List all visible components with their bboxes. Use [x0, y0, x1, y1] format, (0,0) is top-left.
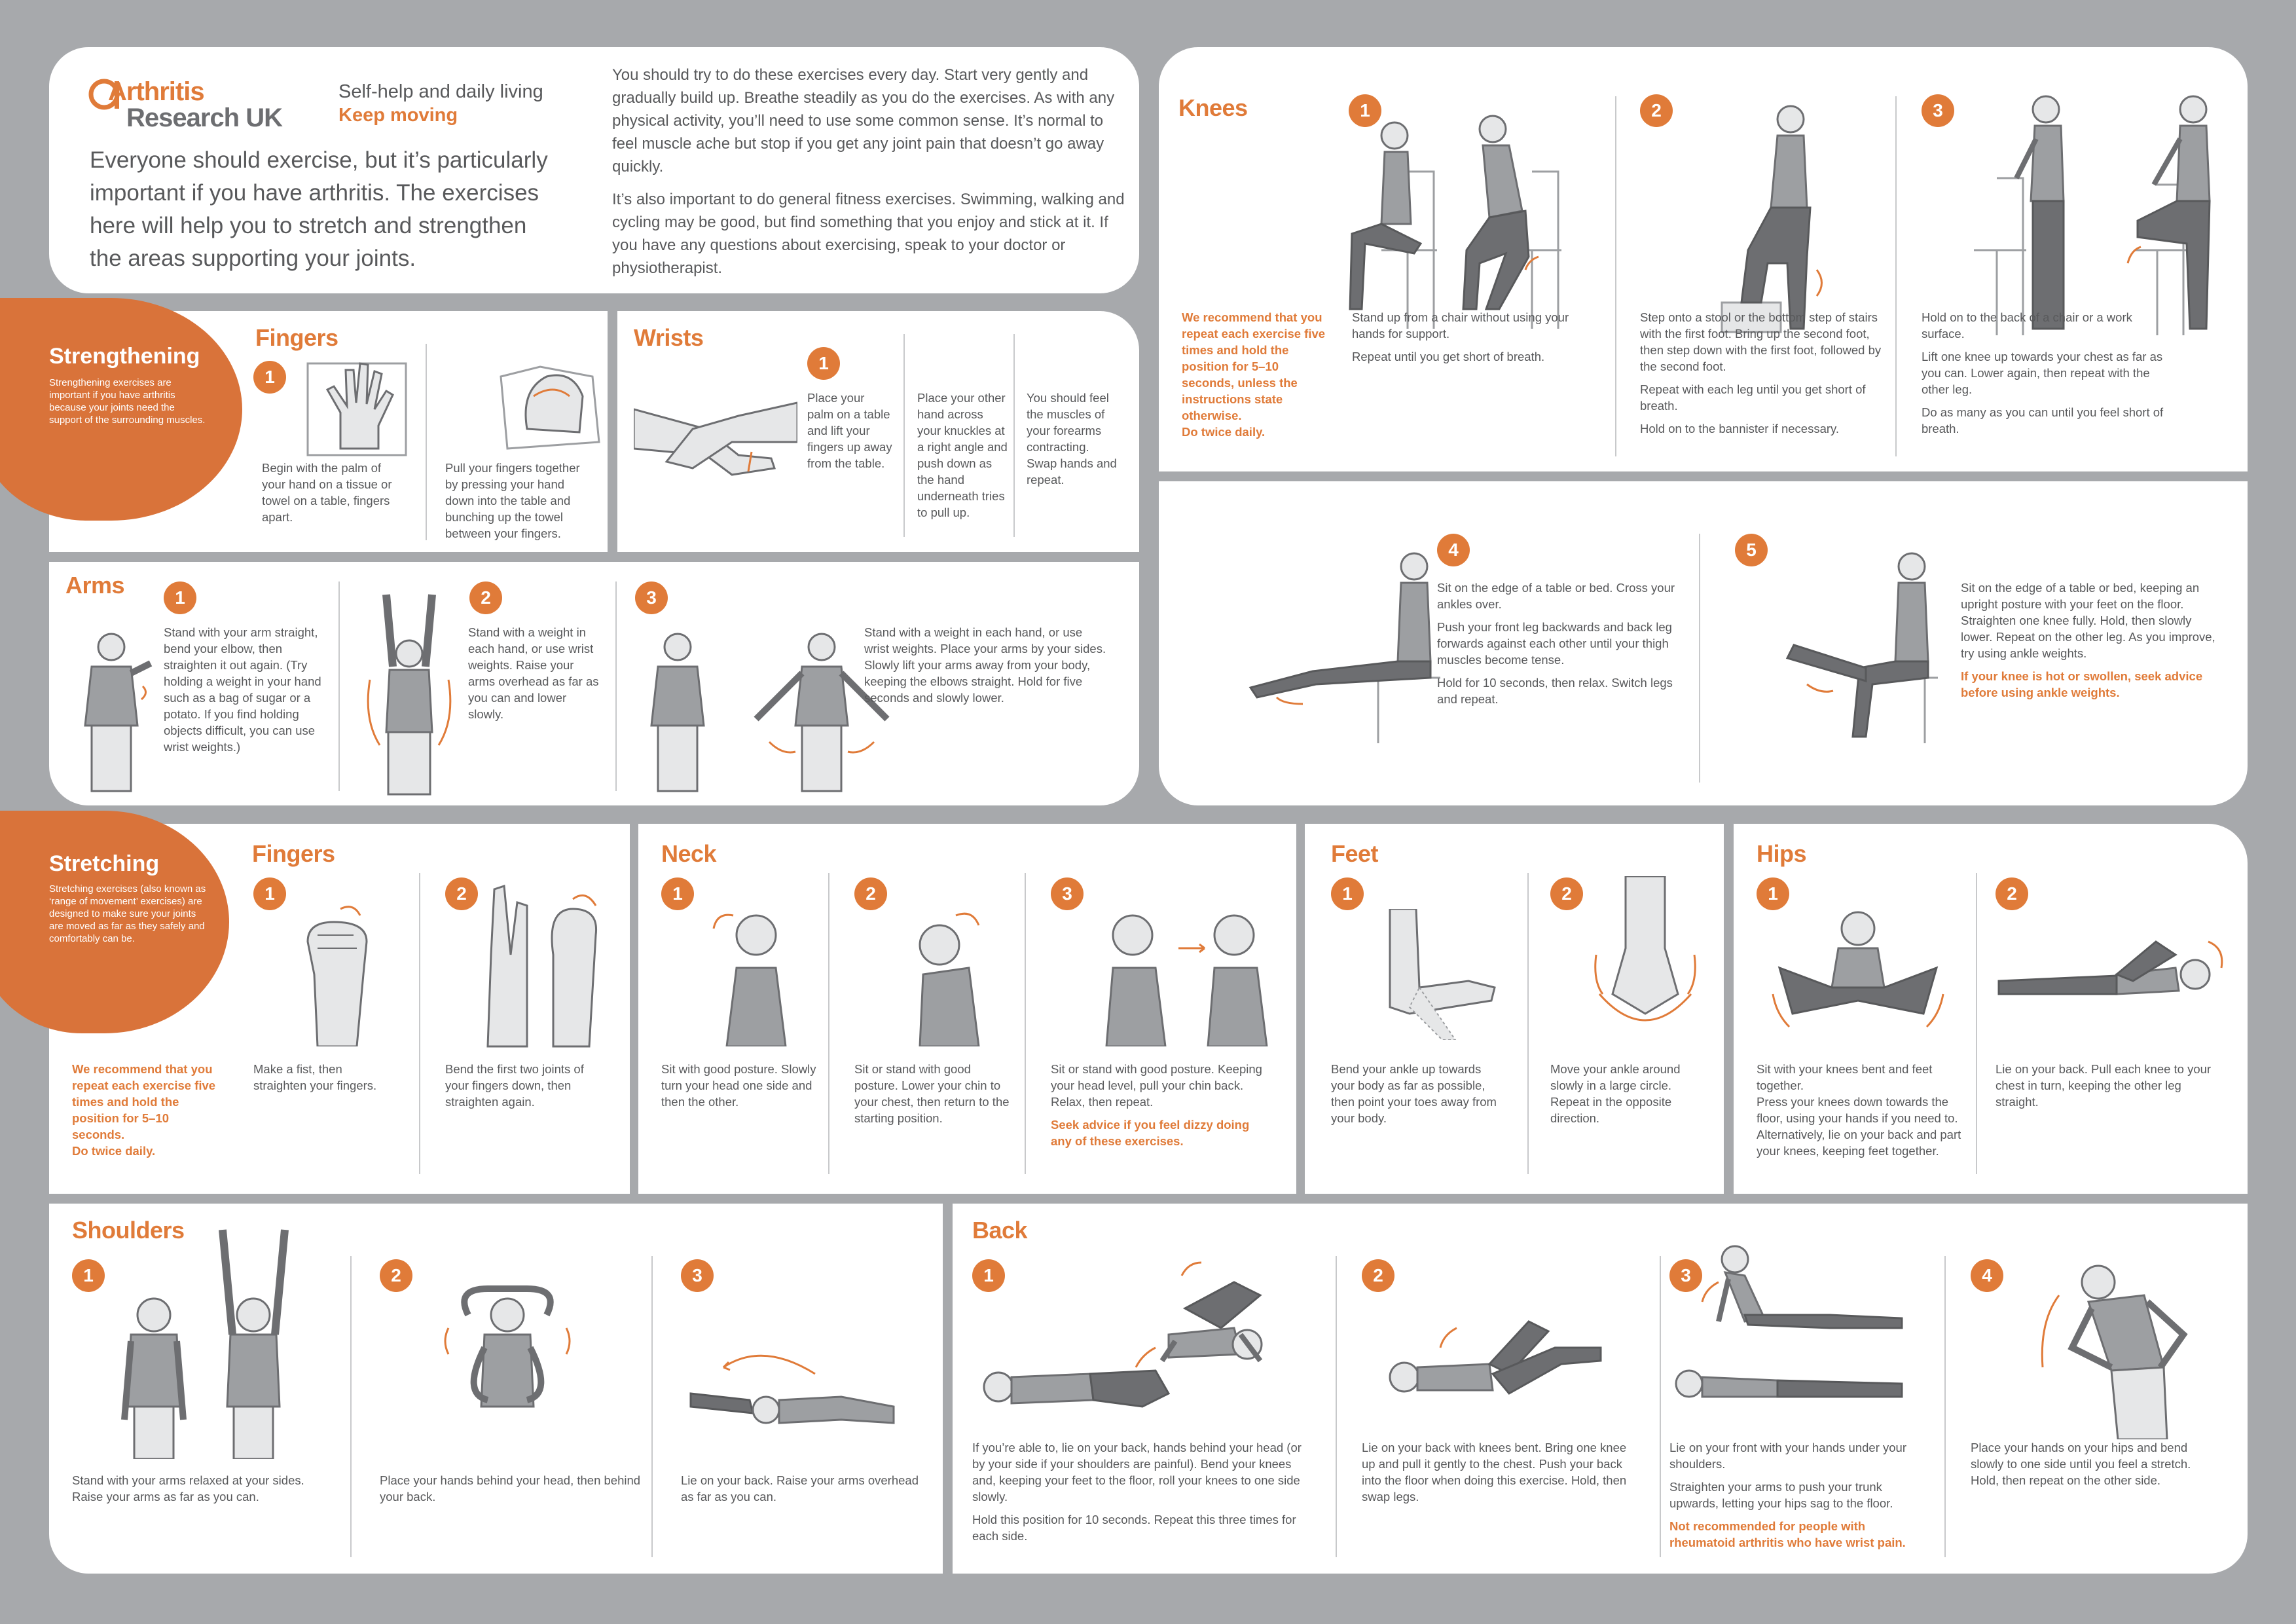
neck-title: Neck	[661, 840, 717, 867]
knees-step4	[1437, 580, 1679, 714]
str-fingers-step2: Pull your fingers together by pressing your hand down into the table and bunching up the towel between your fingers.	[445, 461, 580, 540]
logo	[88, 75, 298, 134]
feet-title: Feet	[1331, 840, 1379, 867]
step-1-badge: 1	[972, 1259, 1005, 1292]
divider	[419, 873, 420, 1174]
divider	[1527, 873, 1529, 1174]
hips-panel	[1734, 824, 2248, 1194]
shoulders-step3: Lie on your back. Raise your arms overhead as far as you can.	[681, 1473, 919, 1504]
step-2-badge: 2	[1995, 877, 2028, 910]
arms-panel	[49, 562, 1139, 805]
knees-step4-c: Hold for 10 seconds, then relax. Switch legs and repeat.	[1437, 676, 1673, 706]
divider	[426, 344, 427, 540]
stretch-fingers-step1: Make a fist, then straighten your fingers.	[253, 1062, 377, 1092]
step-2-badge: 2	[1550, 877, 1583, 910]
stretch-fingers-step2: Bend the first two joints of your fingers down, then straighten again.	[445, 1062, 584, 1109]
step-2-badge: 2	[445, 877, 478, 910]
step-3-badge: 3	[681, 1259, 714, 1292]
neck-turn-figure	[704, 896, 795, 1046]
step-4-badge: 4	[1971, 1259, 2003, 1292]
divider	[1976, 873, 1977, 1174]
stretching-title: Stretching	[49, 851, 160, 876]
step-3-badge: 3	[635, 581, 668, 614]
strengthening-title: Strengthening	[49, 344, 200, 369]
step-2-badge: 2	[469, 581, 502, 614]
hands-behind-head-figure	[429, 1276, 586, 1446]
divider	[1615, 96, 1616, 456]
arms-step1: Stand with your arm straight, bend your elbow, then straighten it out again. (Try holding a weight in your hand such as a bag of sugar or a potato. If you find holding objects difficult, you can use wrist weights.)	[164, 625, 321, 754]
feet-step1: Bend your ankle up towards your body as far as possible, then point your toes away from your body.	[1331, 1062, 1497, 1125]
neck-warning: Seek advice if you feel dizzy doing any of these exercises.	[1051, 1118, 1250, 1148]
step-4-badge: 4	[1437, 534, 1470, 566]
hips-step1-b: Press your knees down towards the floor, using your hands if you need to.	[1757, 1095, 1958, 1125]
hips-step1-a: Sit with your knees bent and feet together.	[1757, 1062, 1933, 1092]
arms-raise-figure	[101, 1223, 298, 1459]
knees-step3-c: Do as many as you can until you feel short of breath.	[1922, 405, 2164, 435]
step-3-badge: 3	[1922, 94, 1954, 127]
wrists-col3: You should feel the muscles of your forearms contracting. Swap hands and repeat.	[1027, 391, 1117, 487]
knees-step5	[1961, 580, 2223, 707]
shoulders-step1: Stand with your arms relaxed at your sides. Raise your arms as far as you can.	[72, 1473, 304, 1504]
back-step1	[972, 1439, 1313, 1551]
back-step3-a: Lie on your front with your hands under your shoulders.	[1669, 1441, 1906, 1471]
ankle-circle-figure	[1580, 876, 1711, 1046]
knees-step2-c: Hold on to the bannister if necessary.	[1640, 422, 1840, 435]
knees-panel-2	[1159, 481, 2248, 805]
step-1-badge: 1	[1757, 877, 1789, 910]
step-1-badge: 1	[72, 1259, 105, 1292]
shoulders-title: Shoulders	[72, 1217, 185, 1244]
divider	[828, 873, 829, 1174]
knees-step2	[1640, 309, 1889, 443]
back-panel	[953, 1204, 2248, 1574]
knees-step3-b: Lift one knee up towards your chest as far as you can. Lower again, then repeat with the other leg.	[1922, 350, 2163, 396]
knee-roll-figure	[972, 1243, 1280, 1439]
neck-step3-text: Sit or stand with good posture. Keeping your head level, pull your chin back. Relax, then repeat.	[1051, 1062, 1262, 1109]
step-3-badge: 3	[1669, 1259, 1702, 1292]
lying-arms-overhead-figure	[678, 1341, 900, 1439]
divider	[1895, 96, 1897, 456]
hips-step1-c: Alternatively, lie on your back and part your knees, keeping feet together.	[1757, 1128, 1961, 1158]
step-1-badge: 1	[253, 361, 286, 394]
logo-research: Research UK	[126, 103, 283, 132]
knee-straighten-figure	[1768, 547, 1977, 743]
neck-chin-back-figure	[1097, 896, 1280, 1046]
wrists-col2: Place your other hand across your knuckles at a right angle and push down as the hand underneath tries to pull up.	[917, 391, 1008, 519]
arms-overhead-figure	[357, 588, 462, 798]
knees-step1	[1352, 309, 1594, 371]
divider	[1660, 1256, 1661, 1557]
back-step3-b: Straighten your arms to push your trunk upwards, letting your hips sag to the floor.	[1669, 1480, 1893, 1510]
divider	[615, 581, 617, 791]
back-step2: Lie on your back with knees bent. Bring one knee up and pull it gently to the chest. Push your back into the floor when doing this exercise. Hold, then swap legs.	[1362, 1441, 1627, 1504]
knees-step1-a: Stand up from a chair without using your hands for support.	[1352, 310, 1569, 341]
str-fingers-title: Fingers	[255, 324, 338, 351]
sit-to-stand-figure	[1336, 113, 1578, 342]
category: Self-help and daily living	[338, 81, 543, 102]
hand-on-towel-figure	[301, 350, 416, 465]
side-bend-figure	[2026, 1256, 2196, 1439]
step-1-badge: 1	[1349, 94, 1381, 127]
knees-step3-a: Hold on to the back of a chair or a work surface.	[1922, 310, 2132, 341]
neck-chin-down-figure	[897, 896, 995, 1046]
subtitle: Keep moving	[338, 105, 458, 126]
strengthening-text: Strengthening exercises are important if you have arthritis because your joints need the support of the surrounding muscles.	[49, 377, 206, 426]
intro-p2: It’s also important to do general fitness exercises. Swimming, walking and cycling may be good, but find something that you enjoy and stick at it. If you have any questions about exercising, speak to your doctor or physiotherapist.	[612, 191, 1125, 277]
step-up-figure	[1696, 93, 1853, 342]
step-1-badge: 1	[807, 347, 840, 380]
knee-lift-figure	[1918, 86, 2226, 342]
single-knee-chest-figure	[1378, 1295, 1627, 1413]
knees-step4-b: Push your front leg backwards and back leg forwards against each other until your thigh muscles become tense.	[1437, 620, 1672, 667]
knees-step3	[1922, 309, 2170, 443]
wrist-hands-figure	[634, 370, 797, 501]
back-step1-b: Hold this position for 10 seconds. Repeat this three times for each side.	[972, 1513, 1296, 1543]
step-2-badge: 2	[1640, 94, 1673, 127]
stretching-text: Stretching exercises (also known as ‘range of movement’ exercises) are designed to make sure your joints are moved as far as they safely and comfortably can be.	[49, 883, 206, 944]
divider	[1013, 334, 1015, 537]
intro-p1: You should try to do these exercises every day. Start very gently and gradually build up. Breathe steadily as you do the exercises. As with any physical activity, you’ll need to use some common sense. It’s normal to feel muscle ache but stop if you get any joint pain that doesn’t go away quickly.	[612, 66, 1115, 175]
divider	[1699, 534, 1700, 783]
knee-to-chest-figure	[1992, 929, 2234, 1027]
feet-panel	[1305, 824, 1724, 1194]
feet-step2: Move your ankle around slowly in a large circle. Repeat in the opposite direction.	[1550, 1062, 1681, 1125]
knees-recommend	[1182, 309, 1332, 440]
step-2-badge: 2	[1362, 1259, 1394, 1292]
stretch-recommend	[72, 1061, 216, 1159]
arms-step2: Stand with a weight in each hand, or use wrist weights. Raise your arms overhead as far as you can and lower slowly.	[468, 625, 599, 721]
wrists-panel	[617, 311, 1139, 552]
divider	[1025, 873, 1026, 1174]
logo-arthritis: Arthritis	[108, 77, 204, 106]
knees-twice-text: Do twice daily.	[1182, 425, 1266, 439]
stretch-twice-text: Do twice daily.	[72, 1144, 156, 1158]
shoulders-step2: Place your hands behind your head, then behind your back.	[380, 1473, 641, 1504]
neck-panel	[638, 824, 1296, 1194]
press-up-figure	[1666, 1243, 1915, 1433]
finger-bend-figure	[475, 876, 619, 1053]
fist-figure	[282, 896, 393, 1046]
divider	[651, 1256, 653, 1557]
neck-step3	[1051, 1061, 1273, 1156]
intro-panel	[49, 47, 1139, 293]
arms-step3: Stand with a weight in each hand, or use wrist weights. Place your arms by your sides. Slowly lift your arms away from your body, keeping the elbows straight. Hold for five seconds and slowly lower.	[864, 625, 1106, 705]
divider	[338, 581, 340, 791]
back-step1-a: If you’re able to, lie on your back, hands behind your head (or by your side if your shoulders are painful). Bend your knees and, keeping your feet to the floor, roll your knees to one side slowly.	[972, 1441, 1302, 1504]
divider	[903, 334, 905, 537]
str-fingers-step1: Begin with the palm of your hand on a tissue or towel on a table, fingers apart.	[262, 461, 392, 524]
stretch-recommend-text: We recommend that you repeat each exercise five times and hold the position for 5–10 seconds.	[72, 1062, 216, 1141]
knees-title: Knees	[1178, 94, 1248, 121]
crossed-ankles-figure	[1237, 547, 1447, 743]
back-step3-warning: Not recommended for people with rheumatoid arthritis who have wrist pain.	[1669, 1519, 1906, 1549]
knees-panel	[1159, 47, 2248, 471]
stretch-fingers-title: Fingers	[252, 840, 335, 867]
arm-curl-figure	[65, 627, 157, 798]
step-3-badge: 3	[1051, 877, 1084, 910]
divider	[350, 1256, 352, 1557]
divider	[1336, 1256, 1337, 1557]
back-title: Back	[972, 1217, 1028, 1244]
hips-step2: Lie on your back. Pull each knee to your chest in turn, keeping the other leg straight.	[1995, 1062, 2212, 1109]
towel-bunch-figure	[494, 350, 608, 465]
step-1-badge: 1	[1331, 877, 1364, 910]
knees-step5-a: Sit on the edge of a table or bed, keeping an upright posture with your feet on the floor. Straighten one knee fully. Hold, then slowly lower. Repeat on the other leg. As you improve, try using ankle weights.	[1961, 581, 2215, 660]
hips-title: Hips	[1757, 840, 1807, 867]
intro-lead: Everyone should exercise, but it’s particularly important if you have arthritis. The exercises here will help you to stretch and strengthen the areas supporting your joints.	[90, 147, 548, 271]
back-step3	[1669, 1439, 1931, 1557]
step-1-badge: 1	[164, 581, 196, 614]
knees-step2-b: Repeat with each leg until you get short of breath.	[1640, 382, 1866, 413]
knees-step4-a: Sit on the edge of a table or bed. Cross your ankles over.	[1437, 581, 1675, 611]
back-step4: Place your hands on your hips and bend slowly to one side until you feel a stretch. Hold, then repeat on the other side.	[1971, 1441, 2191, 1487]
wrists-col1: Place your palm on a table and lift your fingers up away from the table.	[807, 391, 892, 470]
ankle-flex-figure	[1370, 909, 1501, 1040]
hips-step1	[1757, 1061, 1973, 1166]
neck-step2: Sit or stand with good posture. Lower your chin to your chest, then return to the starting position.	[854, 1062, 1010, 1125]
knees-step2-a: Step onto a stool or the bottom step of stairs with the first foot. Bring up the second foot, then step down with the first foot, followed by the second foot.	[1640, 310, 1882, 373]
knees-step1-b: Repeat until you get short of breath.	[1352, 350, 1545, 363]
divider	[1944, 1256, 1946, 1557]
knees-step5-warning: If your knee is hot or swollen, seek advice before using ankle weights.	[1961, 669, 2203, 699]
hip-butterfly-figure	[1753, 902, 1963, 1046]
step-5-badge: 5	[1735, 534, 1768, 566]
neck-step1: Sit with good posture. Slowly turn your head one side and then the other.	[661, 1062, 816, 1109]
step-2-badge: 2	[380, 1259, 412, 1292]
knees-recommend-text: We recommend that you repeat each exercise five times and hold the position for 5–10 seconds, unless the instructions state otherwise.	[1182, 310, 1326, 422]
step-2-badge: 2	[854, 877, 887, 910]
step-1-badge: 1	[661, 877, 694, 910]
wrists-title: Wrists	[634, 324, 704, 351]
shoulders-panel	[49, 1204, 943, 1574]
step-1-badge: 1	[253, 877, 286, 910]
arms-title: Arms	[65, 572, 125, 599]
